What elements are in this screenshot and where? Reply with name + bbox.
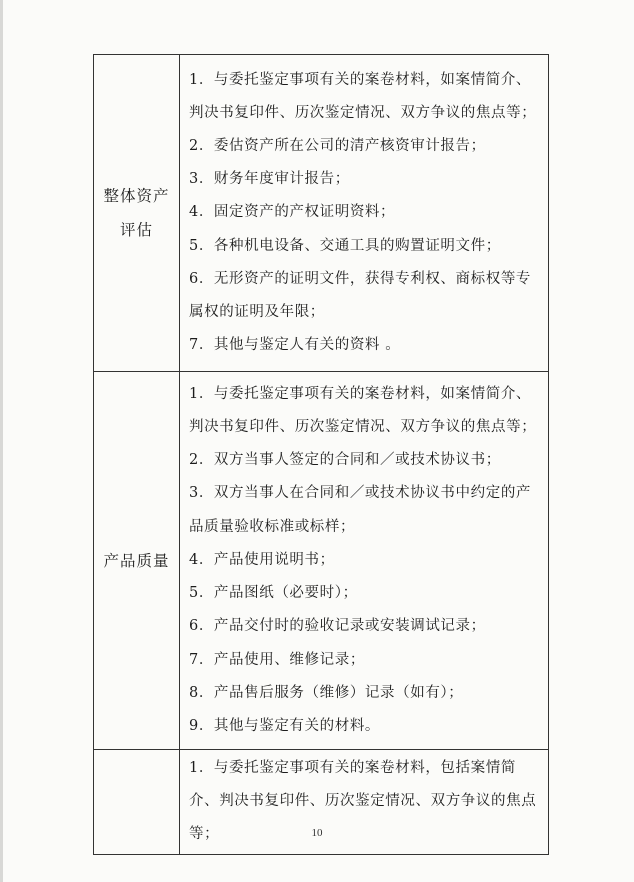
evidence-requirements-table: [93, 54, 549, 855]
list-item: 2．双方当事人签定的合同和／或技术协议书；: [189, 452, 501, 469]
list-item: 1．与委托鉴定事项有关的案卷材料，包括案情简介、判决书复印件、历次鉴定情况、双方争议的焦点等；: [189, 760, 537, 843]
list-item: 1．与委托鉴定事项有关的案卷材料，如案情简介、判决书复印件、历次鉴定情况、双方争议的焦点等；: [189, 385, 537, 436]
list-item: 3．财务年度审计报告；: [189, 171, 350, 188]
items-cell: [180, 372, 549, 750]
list-item: 1．与委托鉴定事项有关的案卷材料，如案情简介、判决书复印件、历次鉴定情况、双方争议的焦点等；: [189, 71, 537, 121]
page-number: 10: [311, 827, 323, 839]
list-item: 6．产品交付时的验收记录或安装调试记录；: [189, 618, 486, 635]
list-item: 2．委估资产所在公司的清产核资审计报告；: [189, 137, 486, 154]
items-cell: [180, 55, 549, 372]
list-item: 7．其他与鉴定人有关的资料 。: [189, 337, 401, 354]
list-item: 3．双方当事人在合同和／或技术协议书中约定的产品质量验收标准或标样；: [189, 485, 532, 535]
category-cell: 整体资产评估: [94, 55, 180, 372]
page-edge: [0, 0, 3, 882]
list-item: 6．无形资产的证明文件，获得专利权、商标权等专属权的证明及年限；: [189, 270, 532, 320]
list-item: 4．产品使用说明书；: [189, 551, 335, 568]
list-item: 7．产品使用、维修记录；: [189, 651, 365, 668]
list-item: 4．固定资产的产权证明资料；: [189, 204, 396, 221]
list-item: 5．产品图纸（必要时）；: [189, 585, 358, 602]
category-cell: 产品质量: [94, 372, 180, 750]
list-item: 5．各种机电设备、交通工具的购置证明文件；: [189, 237, 501, 254]
list-item: 8．产品售后服务（维修）记录（如有）；: [189, 684, 464, 701]
table-row: [94, 55, 549, 372]
list-item: 9．其他与鉴定有关的材料。: [189, 717, 381, 734]
table-row: [94, 372, 549, 750]
